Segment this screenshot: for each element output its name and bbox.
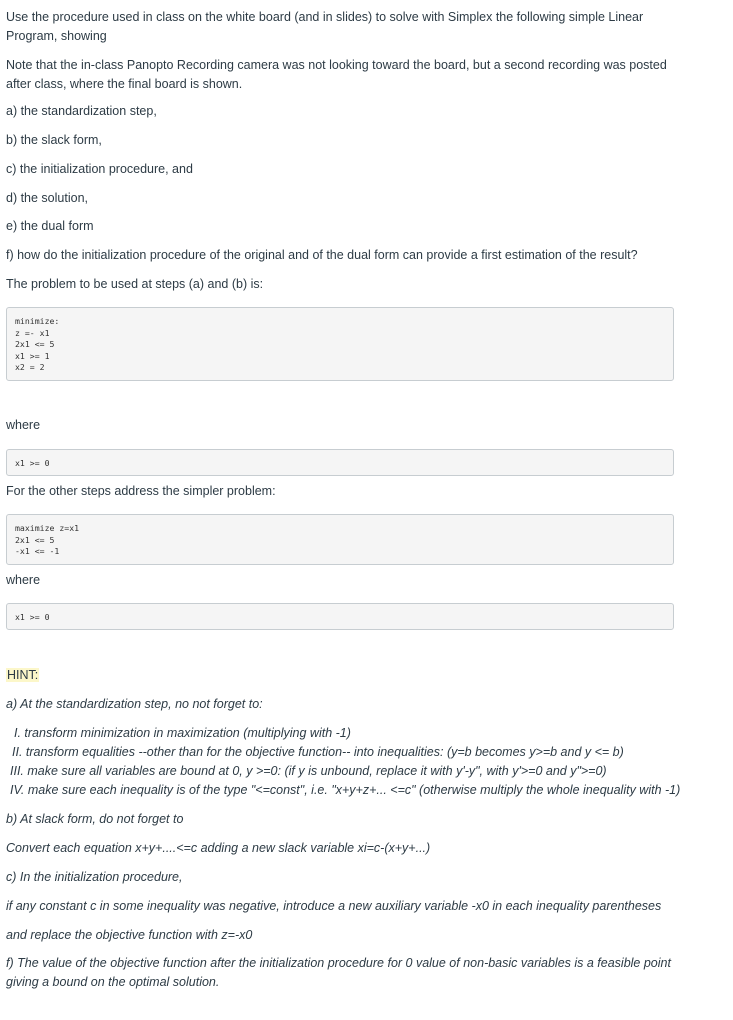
intro-paragraph — [6, 8, 696, 46]
step-b: b) the slack form, — [6, 133, 102, 147]
hint-f-text-1: f) The value of the objective function after the initialization procedure for 0 value of non-basic variables is a feasible point — [6, 956, 671, 970]
hint-label: HINT: — [7, 668, 39, 682]
code-line: x1 >= 0 — [15, 612, 50, 622]
code-line: minimize: — [15, 316, 60, 326]
code-line: z =- x1 — [15, 327, 50, 338]
intro-line-2: Program, showing — [6, 29, 107, 43]
where-label-1: where — [6, 418, 41, 432]
hint-a-title: a) At the standardization step, no not forget to: — [6, 697, 263, 711]
problem-intro: The problem to be used at steps (a) and (b) is: — [6, 277, 264, 291]
note-line-1: Note that the in-class Panopto Recording camera was not looking toward the board, but a second recording was posted — [6, 58, 667, 72]
step-e: e) the dual form — [6, 219, 94, 233]
code-line: 2x1 <= 5 — [15, 339, 55, 350]
code-line: 2x1 <= 5 — [15, 534, 55, 545]
code-line: x2 = 2 — [15, 362, 45, 373]
hint-item-4: IV. make sure each inequality is of the type "<=const", i.e. "x+y+z+... <=c" (otherwise multiply the whole inequality with -1) — [10, 783, 681, 797]
where-label-2: where — [6, 573, 41, 587]
code-line: -x1 <= -1 — [15, 546, 60, 557]
hint-heading — [6, 668, 39, 682]
other-steps-text: For the other steps address the simpler problem: — [6, 484, 276, 498]
hint-c-text-2: and replace the objective function with z=-x0 — [6, 928, 253, 942]
code-line: x1 >= 0 — [15, 458, 50, 468]
code-block-bound-2 — [6, 603, 674, 630]
hint-item-1: I. transform minimization in maximization (multiplying with -1) — [14, 726, 351, 740]
hint-item-2: II. transform equalities --other than for the objective function-- into inequalities: (y=b becomes y>=b and y <= b) — [12, 745, 624, 759]
code-block-bound-1 — [6, 449, 674, 476]
code-block-problem — [6, 307, 674, 381]
code-block-simpler-problem — [6, 514, 674, 565]
step-d: d) the solution, — [6, 191, 88, 205]
hint-b-text: Convert each equation x+y+....<=c adding a new slack variable xi=c-(x+y+...) — [6, 841, 431, 855]
intro-line-1: Use the procedure used in class on the white board (and in slides) to solve with Simplex the following simple Linear — [6, 10, 644, 24]
hint-b-title: b) At slack form, do not forget to — [6, 812, 184, 826]
hint-c-text-1: if any constant c in some inequality was negative, introduce a new auxiliary variable -x0 in each inequality parentheses — [6, 899, 662, 913]
hint-c-title: c) In the initialization procedure, — [6, 870, 183, 884]
code-line: maximize z=x1 — [15, 523, 80, 533]
hint-item-3: III. make sure all variables are bound at 0, y >=0: (if y is unbound, replace it with y'-y", with y'>=0 and y">=0) — [10, 764, 607, 778]
step-a: a) the standardization step, — [6, 104, 157, 118]
note-line-2: after class, where the final board is shown. — [6, 77, 243, 91]
code-line: x1 >= 1 — [15, 350, 50, 361]
hint-f-text-2: giving a bound on the optimal solution. — [6, 975, 220, 989]
note-paragraph — [6, 56, 696, 94]
step-c: c) the initialization procedure, and — [6, 162, 193, 176]
step-f: f) how do the initialization procedure of the original and of the dual form can provide a first estimation of the result? — [6, 248, 638, 262]
